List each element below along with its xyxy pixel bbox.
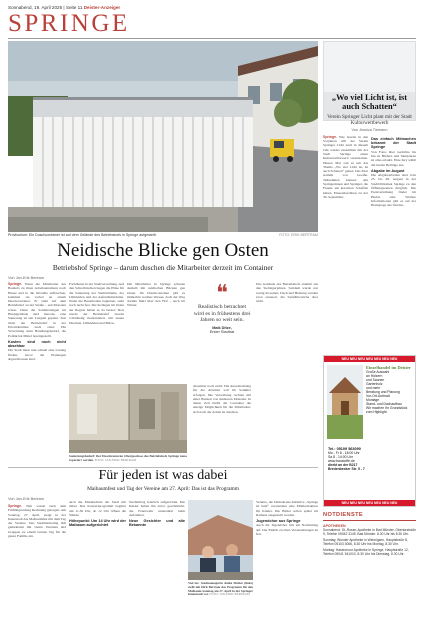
shower-photo — [69, 384, 187, 453]
sidebar-text4: Die Abgabearbeiten sind vom 25. bis 28. August in der Stadtbibliothek Springe zu den Öffnungszeiten möglich. Die Preisverleihung findet im Herbst statt. Weitere Informationen gibt es auf der Homepage des Vereins. — [371, 173, 416, 208]
ad-line-6: Vor-Ort-Aufmaß — [366, 394, 390, 398]
apotheke-head: APOTHEKEN — [323, 524, 346, 528]
sidebar-headline: „Wo viel Licht ist, ist auch Schatten“ — [331, 93, 408, 112]
article2-col3-text: Nachmittag feierlich aufgerichtet. Die Kinder haben ihn zuvor geschmückt, die Feuerwehr unterstützt beim Aufstellen. — [129, 500, 185, 517]
notdienste-title: NOTDIENSTE — [323, 512, 364, 518]
section-title: SPRINGE — [8, 10, 130, 37]
article1-subhead-a: Kosten sind noch nicht absehbar — [8, 339, 66, 349]
ad-hours2: Sa 8 - 14:00 Uhr — [328, 455, 353, 459]
sidebar-byline: Von Jessica Tiemann — [351, 127, 388, 132]
article2-photo-caption — [188, 582, 253, 612]
maibaum-photo — [188, 500, 253, 580]
sidebar-place: Springe. — [323, 134, 338, 139]
sidebar-columns — [323, 135, 416, 355]
ad-company: Einzelhandel im Deister — [366, 365, 411, 370]
apotheke-text: Sonnabend: St.-Rosen-Apotheke in Bad Münder, Obertorstraße 9, Telefon 05042 3145. Bad Münder. 8.30 Uhr bis 8.30 Uhr. — [323, 528, 416, 536]
sidebar-text2: Teilnehmen können alle Springerinnen und Springer, die Freude am kreativen Schaffen haben. Einsendeschluss ist der 30. September. — [323, 177, 368, 199]
ad-contact — [324, 447, 415, 471]
article2-col2 — [69, 500, 126, 612]
article2-byline: Von Jan-Erik Bertram — [8, 497, 45, 501]
container-photo — [8, 41, 318, 232]
quote-mark-icon: ❝ — [216, 280, 228, 305]
ad-line-1: an Hölzern — [366, 374, 383, 378]
article2-col3 — [129, 500, 185, 612]
ad-phone: Tel.: 05109 563090 — [328, 447, 361, 451]
ad-line-5: Beratung und Planung — [366, 390, 400, 394]
quote-block — [193, 282, 251, 382]
ad-line-0: Große Auswahl — [366, 370, 390, 374]
article1-col1 — [8, 282, 66, 466]
article2-lead: Nun wurde auch dem Frühlingsanfang Rechnung getragen: Am Sonntag, 27. April, steigt in der Innenstadt das Maibaumfest mit dem Tag der Vereine. Das Stadtmarketing lädt gemeinsam mit vielen Vereinen und Gruppen zu einem bunten Tag für die ganze Familie ein. — [8, 504, 66, 539]
ad-banner-bottom: NEU NEU NEU NEU NEU NEU NEU — [324, 500, 415, 506]
quote-name: Maik Ditze, — [212, 325, 232, 330]
article2-col1 — [8, 504, 66, 612]
photo-caption — [8, 233, 318, 237]
article2-headline: Für jeden ist was dabei — [98, 468, 228, 483]
sidebar-subhead-b: Abgabe im August — [371, 168, 405, 173]
advertisement — [323, 355, 416, 507]
article1-col1-after: Der Stadt muss nun schnell eine Lösung finden, bevor die Planungen abgeschlossen sind. — [8, 348, 66, 362]
article1-col2: Fachdienst in der Stadtverwaltung. Auf den Schreibtischen liegen die Pläne für die Sanierung der Sanitärräume, der Umkleiden und der Aufenthaltsräume. Wann die Bauarbeiten beginnen, steht noch nicht fest. Die Kollegen im Osten der Region haben es da besser: Dort wurde der Betriebshof bereits vollständig modernisiert, mit neuen Duschen, Umkleiden und Büros. — [69, 282, 124, 325]
article2-col5-more: Auch der Jugendchor tritt am Nachmittag auf. Der Eintritt zu allen Veranstaltungen ist frei. — [256, 523, 318, 537]
article1-place: Springe. — [8, 282, 23, 286]
sidebar-subhead: Verein Springer Licht plant mit der Stadt Kulturwettbewerb — [327, 113, 412, 126]
article1-subhead: Betriebshof Springe – darum duschen die Mitarbeiter derzeit im Container — [52, 263, 274, 272]
article1-photo — [69, 384, 187, 453]
article2-col5-head: Jugendchor aus Springe — [256, 519, 301, 524]
article1-col3: Die Mitarbeiter in Springe schauen deshalb mit neidischen Blicken gen Osten. Im Duschcontainer gibt es immerhin warmes Wasser, doch der Weg dorthin führt über den Hof – auch im Winter. — [127, 282, 185, 308]
article1-photo-caption — [69, 455, 187, 467]
ad-address1: direkt an der B217 — [328, 463, 358, 467]
ad-banner-top: NEU NEU NEU NEU NEU NEU NEU — [324, 356, 415, 362]
article2-col5-text: Vereine, die Demokratie-Initiative „Springe ist bunt“ veranstaltet eine Mitmachaktion für Kinder. Die Bilder sollen später im Rathaus ausgestellt werden. — [256, 500, 318, 517]
caption-text: Provisorium: Ein Duschcontainer ist auf dem Gelände des Betriebshofs in Springe aufgestellt. — [8, 233, 157, 237]
article1-byline: Von Jan-Erik Bertram — [8, 276, 45, 280]
article1-photo-credit: FOTO: JAN-ERIK BERTRAM — [94, 457, 137, 462]
date-text: Sonnabend, 19. April 2025 | Seite 11 — [8, 5, 83, 10]
article1-lead: Wenn die Mitarbeiter des Bauhofs zu ihren Arbeitseinsätzen nach Hause und in die Ortsteile aufbrechen, kommen sie vorbei an einem Duschcontainer. Er steht auf dem Betriebshof an der Straße – seit Monaten schon. Denn die Sanitäranlagen im Hauptgebäude sind marode, eine Sanierung ist seit Langem geplant. — [8, 282, 66, 321]
ad-line-2: und Saunen — [366, 378, 385, 382]
article1-col1-extra: Zeit rückt der Betriebshof in der Prioritätenliste nach oben: Die Verwaltung sieht Handlungsbedarf, die Politik hat Mittel bereitgestellt. — [8, 316, 66, 338]
ad-hours1: Mo - Fr 8 - 18:00 Uhr — [328, 451, 360, 455]
ad-line-8: Stand- und Dachaufbau — [366, 402, 402, 406]
sidebar-text3: Von Fotos über Gedichte bis hin zu Bildern und Skulpturen ist alles erlaubt. Eine Jury wählt die besten Beiträge aus. — [371, 149, 416, 167]
photo-credit: FOTO: ERIK BERTRAM — [279, 233, 318, 237]
ad-body — [324, 362, 415, 447]
sidebar-subhead-a: Das einfach Mitmachen bekannt der Stadt Springe — [371, 136, 416, 150]
ad-web[interactable]: www.baustoffe.de — [328, 459, 355, 463]
ad-line-9: Wir machen Ihr Grundstück — [366, 406, 408, 410]
article2-col2-text: auch die Musikschule der Stadt mit dabei. Das Konzertprogramm beginnt um 11.30 Uhr, ab 12 Uhr öffnen die Stände. — [69, 500, 126, 517]
article2-photo — [188, 500, 253, 580]
article1-headline: Neidische Blicke gen Osten — [57, 240, 269, 261]
quote-role: Erster Stadtrat — [209, 329, 235, 334]
article2-caption-credit: FOTO: JAN-ERIK BERTRAM — [209, 592, 250, 597]
ad-line-10: zum Highlight. — [366, 410, 388, 414]
article2-subhead: Maibaumfest und Tag der Vereine am 27. April: Das ist das Programm — [87, 486, 239, 492]
article1-photo-caption-text: Sanierungsbedarf: Der Duschraum im Obergeschoss des Betriebshofs Springe muss repariert werden. — [69, 455, 187, 462]
article2-caption-text: Viel los: Stadtmanagerin Anika Melzer (links) stellt mit Dirk Bertram das Programm für den Maibaum-Sonntag am 27. April in der Springer Innenstadt vor. — [188, 582, 253, 597]
sidebar — [323, 41, 416, 355]
ad-address2: Bredenbecker Str. 5 - 7 — [328, 467, 365, 471]
notdienste-box — [323, 512, 416, 612]
notdienste-rule — [323, 520, 416, 521]
ad-lines — [366, 365, 412, 444]
article2-col3-head: Neue Gesichter und alte Bekannte — [129, 519, 185, 528]
masthead-rule — [8, 38, 416, 39]
article1-col5: Das Gebäude des Betriebshofs stammt aus den Siebzigerjahren. Seitdem wurde nur wenig investiert, Dach und Heizung wurden zwar erneuert, die Sanitärbereiche aber nicht. — [256, 282, 318, 304]
sidebar-col2 — [371, 135, 416, 355]
apotheke-sonntag: Sonntag: Wunder Apotheke in Wennigsen, Hauptstraße 8, Telefon 05103 3066, 8.30 Uhr bis Montag, 8.30 Uhr. — [323, 538, 408, 546]
apotheke-montag: Montag: Hasenmoor Apotheke in Springe, Hauptstraße 12, Telefon 05041 941010, 8.30 Uhr bis Dienstag, 8.30 Uhr. — [323, 548, 409, 556]
garden-house-graphic — [327, 365, 363, 439]
article2-col5 — [256, 500, 318, 612]
paper-name: Deister-Anzeiger — [83, 5, 121, 10]
quote-text: Realistisch betrachtet wird es in frühestens drei Jahren so weit sein. — [193, 304, 251, 324]
article2-place: Springe. — [8, 504, 23, 508]
article2-col2-head: Höhepunkt: Um 14 Uhr wird der Maibaum aufgerichtet — [69, 519, 126, 528]
sidebar-text1: Wie bereits in den Vorjahren will der Verein Springer Licht auch in diesem Jahr wieder zusammen mit der Stadt Springe einen Kulturwettbewerb veranstalten. Diesen Mal soll es um das Thema „Wo viel Licht ist, ist auch Schatten“ gehen. Das Zitat stammt von Goethe. — [323, 134, 368, 178]
ad-image — [327, 365, 363, 444]
article1-col4: Absehbar noch nicht: Die Ausschreibung für die Arbeiten soll im Sommer erfolgen. Die Verwaltung rechnet mit einer Bauzeit von mehreren Monaten. In dieser Zeit bleibt der Container die einzige Möglichkeit für die Mitarbeiter, sich nach der Arbeit zu duschen. — [193, 384, 251, 414]
ad-line-7: Montage — [366, 398, 380, 402]
ad-line-3: Gartenholz — [366, 382, 383, 386]
sidebar-col1 — [323, 135, 368, 355]
ad-line-4: und mehr — [366, 386, 381, 390]
main-photo — [8, 41, 318, 232]
